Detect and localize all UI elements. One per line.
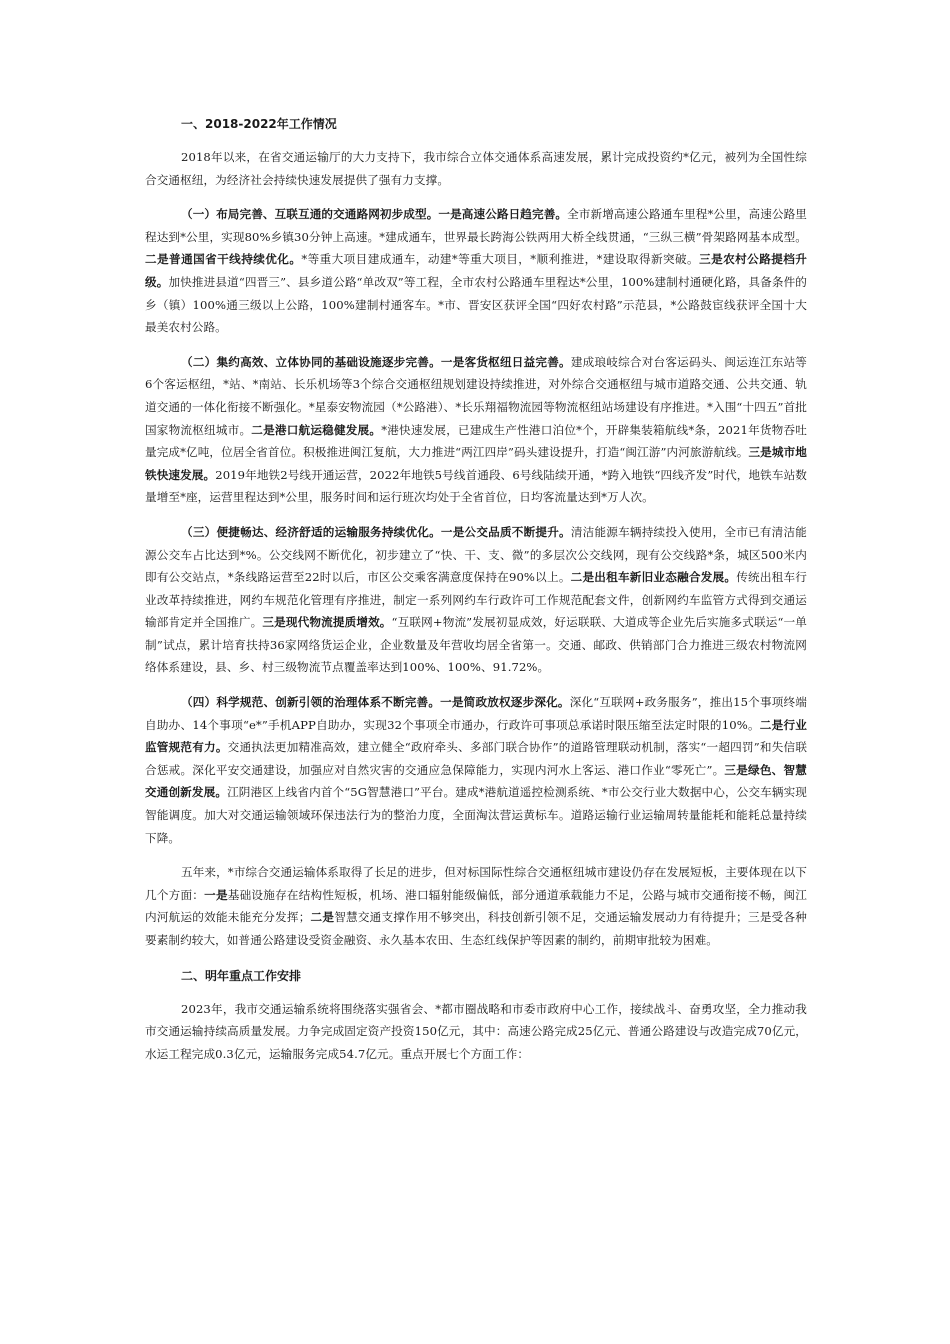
section-2-intro: 2023年，我市交通运输系统将围绕落实强省会、*都市圈战略和市委市政府中心工作，接续战斗、奋勇攻坚，全力推动我市交通运输持续高质量发展。力争完成固定资产投资150亿元，其中：高速公路完成25亿元、普通公路建设与改造完成70亿元，水运工程完成0.3亿元，运输服务完成54.7亿元。重点开展七个方面工作： [145, 1001, 807, 1061]
point-title: 二是出租车新旧业态融合发展。 [570, 570, 737, 585]
point-text: 加快推进县道“四晋三”、县乡道公路“单改双”等工程，全市农村公路通车里程达*公里，100%建制村通硬化路，具备条件的乡（镇）100%通三级以上公路，100%建制村通客车。*市、晋安区获评全国“四好农村路”示范县，*公路鼓宦线获评全国十大最美农村公路。 [145, 274, 807, 335]
section-1-heading: 一、2018-2022年工作情况 [181, 117, 337, 131]
paragraph-transport-services [145, 521, 807, 679]
point-title: 一是高速公路日趋完善。 [438, 207, 568, 222]
summary-keyword: 一是 [204, 887, 228, 902]
point-title: 一是客货枢纽日益完善。 [440, 354, 571, 369]
summary-text: 智慧交通支撑作用不够突出，科技创新引领不足，交通运输发展动力有待提升；三是受各种要素制约较大，如普通公路建设受资金融资、永久基本农田、生态红线保护等因素的制约，前期审批较为困难。 [145, 910, 807, 947]
point-text: 江阴港区上线省内首个“5G智慧港口”平台。建成*港航道遥控检测系统、*市公交行业大数据中心，公交车辆实现智能调度。加大对交通运输领域环保违法行为的整治力度，全面淘汰营运黄标车。道路运输行业运输周转量能耗和能耗总量持续下降。 [145, 785, 808, 845]
summary-text: 五年来，*市综合交通运输体系取得了长足的进步，但对标国际性综合交通枢纽城市建设仍存在发展短板，主要体现在以下几个方面： [145, 865, 807, 902]
point-title: 二是港口航运稳健发展。 [251, 422, 382, 437]
summary-keyword: 二是 [310, 910, 335, 925]
point-text: 清洁能源车辆持续投入使用，全市已有清洁能源公交车占比达到*%。公交线网不断优化，初步建立了“快、干、支、微”的多层次公交线网，现有公交线路*条，城区500米内即有公交站点，*条线路运营至22时以后，市区公交乘客满意度保持在90%以上。 [145, 524, 807, 585]
point-text: 交通执法更加精准高效，建立健全“政府牵头、多部门联合协作”的道路管理联动机制，落实“一超四罚”和失信联合惩戒。深化平安交通建设，加强应对自然灾害的交通应急保障能力，实现内河水上客运、港口作业“零死亡”。 [145, 740, 808, 777]
point-text: *港快速发展，已建成生产性港口泊位*个，开辟集装箱航线*条，2021年货物吞吐量完成*亿吨，位居全省首位。积极推进闽江复航，大力推进“两江四岸”码头建设提升，打造“闽江游”内河旅游航线。 [145, 422, 807, 460]
point-title: 二是行业监管规范有力。 [145, 717, 807, 755]
point-title: 三是农村公路提档升级。 [145, 252, 807, 289]
point-text: 建成琅岐综合对台客运码头、闽运连江东站等6个客运枢纽，*站、*南站、长乐机场等3个综合交通枢纽规划建设持续推进，对外综合交通枢纽与城市道路交通、公共交通、轨道交通的一体化衔接不断强化。*星泰安物流园（*公路港）、*长乐翔福物流园等物流枢纽站场建设有序推进。*入围“十四五”首批国家物流枢纽城市。 [145, 354, 807, 437]
document-page [145, 112, 807, 1065]
point-text: 传统出租车行业改革持续推进，网约车规范化管理有序推进，制定一系列网约车行政许可工作规范配套文件，创新网约车监管方式得到交通运输部肯定并全国推广。 [145, 570, 807, 630]
point-text: “互联网+物流”发展初显成效，好运联联、大道成等企业先后实施多式联运“一单制”试点，累计培育扶持36家网络货运企业，企业数量及年营收均居全省第一。交通、邮政、供销部门合力推进三级农村物流网络体系建设，县、乡、村三级物流节点覆盖率达到100%、100%、91.72%。 [145, 615, 807, 675]
point-text: 深化“互联网+政务服务”，推出15个事项终端自助办、14个事项“e*”手机APP自助办，实现32个事项全市通办，行政许可事项总承诺时限压缩至法定时限的10%。 [145, 695, 807, 732]
point-title: 三是绿色、智慧交通创新发展。 [145, 762, 808, 800]
point-text: 2019年地铁2号线开通运营，2022年地铁5号线首通段、6号线陆续开通，*跨入地铁“四线齐发”时代，地铁车站数量增至*座，运营里程达到*公里，服务时间和运行班次均处于全省首位，日均客流量达到*万人次。 [145, 467, 807, 505]
section-1-intro: 2018年以来，在省交通运输厅的大力支持下，我市综合立体交通体系高速发展，累计完成投资约*亿元，被列为全国性综合交通枢纽，为经济社会持续快速发展提供了强有力支撑。 [145, 150, 807, 187]
paragraph-governance [145, 691, 807, 849]
paragraph-lead: （二）集约高效、立体协同的基础设施逐步完善。 [181, 354, 441, 369]
paragraph-infrastructure [145, 351, 807, 509]
point-title: 二是普通国省干线持续优化。 [145, 252, 302, 267]
point-title: 三是现代物流提质增效。 [262, 615, 392, 630]
point-text: *等重大项目建成通车，动建*等重大项目，*顺利推进，*建设取得新突破。 [301, 252, 700, 267]
point-text: 全市新增高速公路通车里程*公里，高速公路里程达到*公里，实现80%乡镇30分钟上高速。*建成通车，世界最长跨海公铁两用大桥全线贯通，“三纵三横”骨架路网基本成型。 [145, 207, 808, 244]
paragraph-lead: （一）布局完善、互联互通的交通路网初步成型。 [181, 207, 439, 222]
point-title: 一是公交品质不断提升。 [440, 524, 571, 539]
summary-text: 基础设施存在结构性短板，机场、港口辐射能级偏低，部分通道承载能力不足，公路与城市交通衔接不畅，闽江内河航运的效能未能充分发挥； [145, 887, 807, 925]
paragraph-summary [145, 861, 807, 951]
paragraph-road-network [145, 203, 807, 339]
paragraph-lead: （三）便捷畅达、经济舒适的运输服务持续优化。 [181, 524, 441, 539]
section-2-heading: 二、明年重点工作安排 [181, 968, 302, 983]
point-title: 一是简政放权逐步深化。 [440, 695, 570, 710]
paragraph-lead: （四）科学规范、创新引领的治理体系不断完善。 [181, 695, 441, 710]
point-title: 三是城市地铁快速发展。 [145, 445, 807, 482]
